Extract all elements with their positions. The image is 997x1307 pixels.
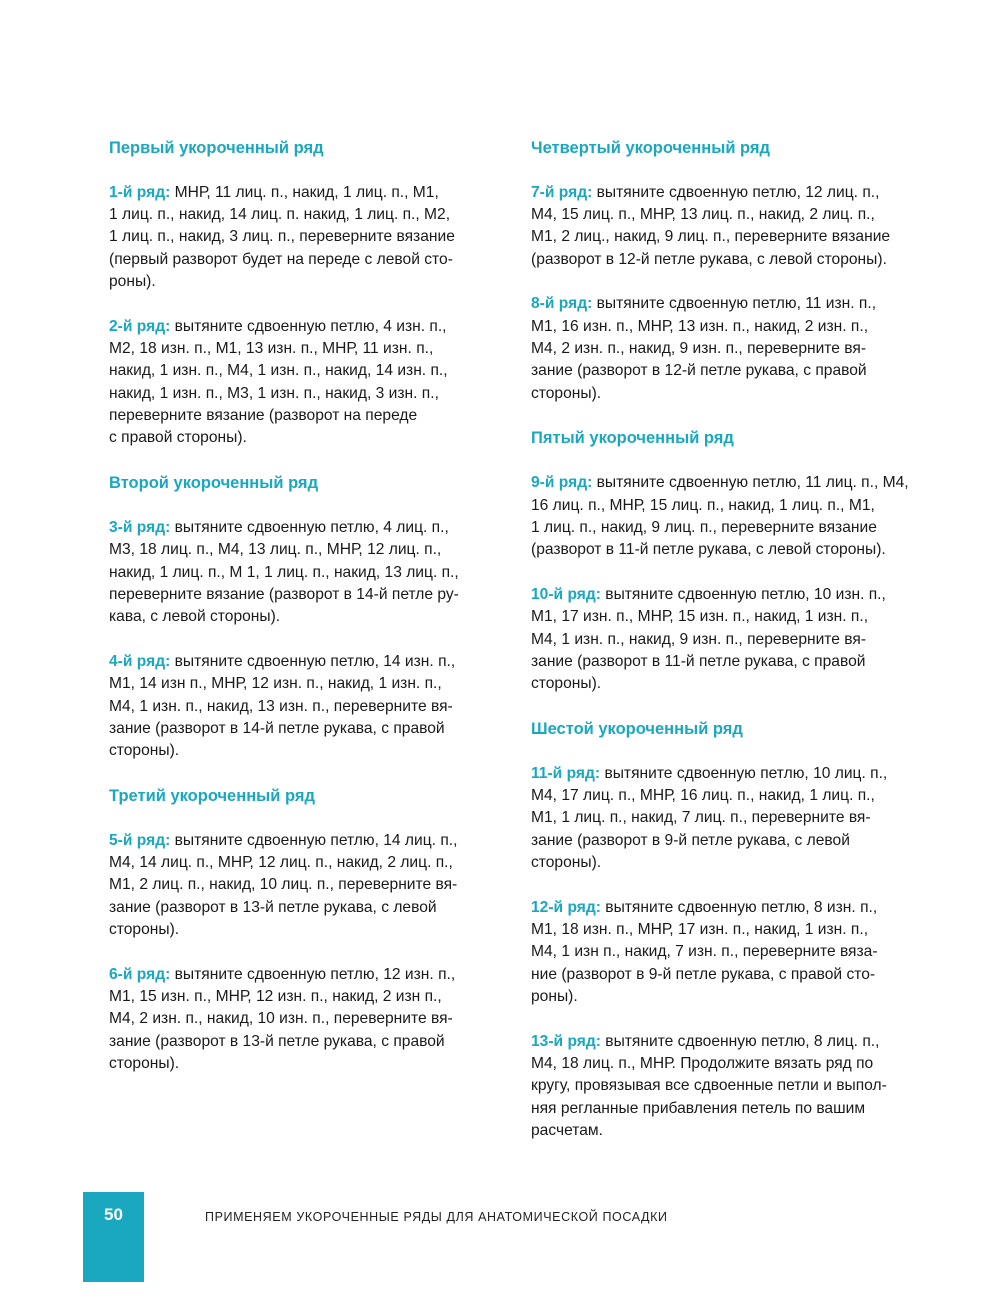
- row-instruction: [531, 584, 941, 696]
- line-text: стороны).: [109, 921, 180, 939]
- row-instruction: [531, 1031, 941, 1143]
- line-text: зание (разворот в 12-й петле рукава, с правой: [531, 362, 867, 380]
- text-line: [109, 427, 519, 449]
- text-line: [531, 1053, 941, 1075]
- text-line: [531, 606, 941, 628]
- text-line: [531, 1120, 941, 1142]
- text-line: [531, 204, 941, 226]
- text-line: [531, 472, 941, 494]
- line-text: М1, 15 изн. п., МНР, 12 изн. п., накид, 2 изн п.,: [109, 988, 442, 1006]
- line-text: 1 лиц. п., накид, 14 лиц. п. накид, 1 лиц. п., М2,: [109, 206, 451, 224]
- line-text: вытяните сдвоенную петлю, 8 лиц. п.,: [600, 1032, 880, 1050]
- line-text: стороны).: [109, 742, 180, 760]
- text-line: [531, 852, 941, 874]
- text-line: [109, 405, 519, 427]
- line-text: вытяните сдвоенную петлю, 8 изн. п.,: [600, 898, 878, 916]
- line-text: М1, 2 лиц. п., накид, 10 лиц. п., переверните вя-: [109, 876, 458, 894]
- section-heading: Первый укороченный ряд: [109, 139, 324, 157]
- line-text: ние (разворот в 9-й петле рукава, с правой сто-: [531, 965, 876, 983]
- section-heading: Второй укороченный ряд: [109, 474, 319, 493]
- row-instruction: [109, 830, 519, 942]
- line-text: стороны).: [109, 1055, 180, 1073]
- text-line: [109, 338, 519, 360]
- row-label: 7-й ряд:: [531, 183, 593, 201]
- row-label: 9-й ряд:: [531, 474, 593, 492]
- line-text: (первый разворот будет на переде с левой сто-: [109, 250, 453, 268]
- line-text: роны).: [109, 273, 156, 291]
- row-label: 6-й ряд:: [109, 965, 171, 983]
- text-line: [109, 852, 519, 874]
- text-line: [109, 204, 519, 226]
- row-label: 2-й ряд:: [109, 317, 171, 335]
- row-label: 1-й ряд:: [109, 183, 171, 201]
- text-line: [531, 249, 941, 271]
- line-text: вытяните сдвоенную петлю, 4 изн. п.,: [170, 317, 447, 335]
- text-line: [109, 964, 519, 986]
- line-text: зание (разворот в 13-й петле рукава, с правой: [109, 1032, 445, 1050]
- text-line: [109, 1053, 519, 1075]
- text-line: [109, 383, 519, 405]
- text-line: [531, 495, 941, 517]
- text-line: [109, 673, 519, 695]
- page-number: 50: [104, 1205, 123, 1224]
- text-line: [531, 941, 941, 963]
- line-text: (разворот в 11-й петле рукава, с левой стороны).: [531, 541, 886, 559]
- text-line: [531, 1098, 941, 1120]
- text-line: [109, 1031, 519, 1053]
- line-text: кругу, провязывая все сдвоенные петли и выпол-: [531, 1077, 887, 1095]
- line-text: 1 лиц. п., накид, 9 лиц. п., переверните вязание: [531, 518, 877, 536]
- line-text: роны).: [531, 988, 578, 1006]
- row-label: 5-й ряд:: [109, 831, 171, 849]
- text-line: [109, 517, 519, 539]
- text-line: [531, 807, 941, 829]
- line-text: вытяните сдвоенную петлю, 10 изн. п.,: [600, 585, 886, 603]
- line-text: М1, 17 изн. п., МНР, 15 изн. п., накид, 1 изн. п.,: [531, 608, 869, 626]
- line-text: няя регланные прибавления петель по вашим: [531, 1099, 866, 1117]
- text-line: [109, 696, 519, 718]
- line-text: вытяните сдвоенную петлю, 4 лиц. п.,: [170, 518, 449, 536]
- line-text: накид, 1 лиц. п., М 1, 1 лиц. п., накид, 13 лиц. п.,: [109, 563, 459, 581]
- text-line: [109, 584, 519, 606]
- text-line: [531, 316, 941, 338]
- line-text: стороны).: [531, 384, 602, 402]
- line-text: М4, 1 изн п., накид, 7 изн. п., переверните вяза-: [531, 943, 878, 961]
- row-instruction: [109, 182, 519, 294]
- line-text: вытяните сдвоенную петлю, 14 изн. п.,: [170, 652, 456, 670]
- text-line: [109, 182, 519, 204]
- text-line: [531, 1031, 941, 1053]
- row-instruction: [109, 517, 519, 629]
- section-heading: Четвертый укороченный ряд: [531, 139, 771, 157]
- line-text: М1, 16 изн. п., МНР, 13 изн. п., накид, 2 изн. п.,: [531, 317, 869, 335]
- line-text: М4, 2 изн. п., накид, 9 изн. п., переверните вя-: [531, 340, 867, 358]
- text-line: [531, 830, 941, 852]
- row-label: 8-й ряд:: [531, 295, 593, 313]
- text-line: [531, 584, 941, 606]
- row-label: 13-й ряд:: [531, 1032, 601, 1050]
- line-text: М4, 18 лиц. п., МНР. Продолжите вязать ряд по: [531, 1055, 874, 1073]
- section-heading: Третий укороченный ряд: [109, 786, 315, 805]
- text-line: [109, 986, 519, 1008]
- row-label: 11-й ряд:: [531, 764, 601, 782]
- text-line: [531, 763, 941, 785]
- text-line: [531, 293, 941, 315]
- row-label: 10-й ряд:: [531, 585, 601, 603]
- row-instruction: [109, 316, 519, 450]
- line-text: расчетам.: [531, 1122, 603, 1140]
- text-line: [531, 897, 941, 919]
- line-text: МНР, 11 лиц. п., накид, 1 лиц. п., М1,: [170, 183, 439, 201]
- line-text: 1 лиц. п., накид, 3 лиц. п., переверните вязание: [109, 228, 455, 246]
- line-text: М4, 1 изн. п., накид, 13 изн. п., переверните вя-: [109, 697, 453, 715]
- line-text: зание (разворот в 13-й петле рукава, с левой: [109, 898, 437, 916]
- line-text: М1, 2 лиц., накид, 9 лиц. п., переверните вязание: [531, 228, 891, 246]
- line-text: с правой стороны).: [109, 429, 247, 447]
- line-text: вытяните сдвоенную петлю, 12 лиц. п.,: [592, 183, 880, 201]
- line-text: вытяните сдвоенную петлю, 14 лиц. п.,: [170, 831, 458, 849]
- text-line: [531, 383, 941, 405]
- text-line: [109, 919, 519, 941]
- line-text: М1, 14 изн п., МНР, 12 изн. п., накид, 1 изн. п.,: [109, 675, 442, 693]
- line-text: М4, 14 лиц. п., МНР, 12 лиц. п., накид, 2 лиц. п.,: [109, 854, 453, 871]
- text-line: [109, 718, 519, 740]
- section-heading: Шестой укороченный ряд: [531, 719, 743, 738]
- text-line: [109, 539, 519, 561]
- text-line: [109, 360, 519, 382]
- text-line: [531, 673, 941, 695]
- line-text: М4, 2 изн. п., накид, 10 изн. п., переверните вя-: [109, 1010, 453, 1028]
- line-text: кава, с левой стороны).: [109, 608, 281, 626]
- text-line: [109, 271, 519, 293]
- left-column: [109, 137, 519, 1098]
- line-text: М2, 18 изн. п., М1, 13 изн. п., МНР, 11 изн. п.,: [109, 340, 434, 358]
- line-text: М4, 15 лиц. п., МНР, 13 лиц. п., накид, 2 лиц. п.,: [531, 206, 875, 224]
- text-line: [531, 517, 941, 539]
- page-number-box: [83, 1192, 144, 1282]
- text-line: [109, 249, 519, 271]
- line-text: вытяните сдвоенную петлю, 11 лиц. п., М4,: [592, 474, 909, 492]
- line-text: переверните вязание (разворот на переде: [109, 407, 418, 425]
- text-line: [531, 651, 941, 673]
- line-text: стороны).: [531, 675, 602, 693]
- section-heading: Пятый укороченный ряд: [531, 429, 734, 448]
- row-label: 12-й ряд:: [531, 898, 601, 916]
- text-line: [531, 539, 941, 561]
- text-line: [531, 338, 941, 360]
- text-line: [531, 226, 941, 248]
- line-text: вытяните сдвоенную петлю, 10 лиц. п.,: [600, 764, 888, 782]
- text-line: [109, 830, 519, 852]
- line-text: М3, 18 лиц. п., М4, 13 лиц. п., МНР, 12 лиц. п.,: [109, 541, 442, 559]
- line-text: зание (разворот в 11-й петле рукава, с правой: [531, 652, 866, 670]
- text-line: [109, 316, 519, 338]
- row-instruction: [531, 763, 941, 875]
- row-label: 4-й ряд:: [109, 652, 171, 670]
- text-line: [109, 897, 519, 919]
- line-text: стороны).: [531, 854, 602, 871]
- line-text: М1, 18 изн. п., МНР, 17 изн. п., накид, 1 изн. п.,: [531, 921, 869, 939]
- text-line: [109, 651, 519, 673]
- line-text: вытяните сдвоенную петлю, 11 изн. п.,: [592, 295, 877, 313]
- row-instruction: [531, 897, 941, 1009]
- text-line: [531, 919, 941, 941]
- text-line: [109, 740, 519, 762]
- text-line: [109, 562, 519, 584]
- text-line: [531, 785, 941, 807]
- text-line: [531, 1075, 941, 1097]
- row-instruction: [531, 293, 941, 405]
- text-line: [109, 226, 519, 248]
- row-instruction: [531, 182, 941, 271]
- text-line: [531, 360, 941, 382]
- line-text: М4, 1 изн. п., накид, 9 изн. п., переверните вя-: [531, 630, 867, 648]
- row-instruction: [109, 651, 519, 763]
- line-text: зание (разворот в 9-й петле рукава, с левой: [531, 831, 850, 849]
- text-line: [109, 1008, 519, 1030]
- text-line: [531, 986, 941, 1008]
- right-column: [531, 137, 941, 1165]
- line-text: зание (разворот в 14-й петле рукава, с правой: [109, 719, 445, 737]
- line-text: М4, 17 лиц. п., МНР, 16 лиц. п., накид, 1 лиц. п.,: [531, 786, 875, 804]
- running-title: ПРИМЕНЯЕМ УКОРОЧЕННЫЕ РЯДЫ ДЛЯ АНАТОМИЧЕСКОЙ ПОСАДКИ: [205, 1210, 668, 1224]
- row-label: 3-й ряд:: [109, 518, 171, 536]
- line-text: М1, 1 лиц. п., накид, 7 лиц. п., переверните вя-: [531, 809, 871, 827]
- line-text: переверните вязание (разворот в 14-й петле ру-: [109, 585, 459, 603]
- line-text: накид, 1 изн. п., М4, 1 изн. п., накид, 14 изн. п.,: [109, 362, 448, 380]
- text-line: [531, 964, 941, 986]
- line-text: 16 лиц. п., МНР, 15 лиц. п., накид, 1 лиц. п., М1,: [531, 496, 875, 514]
- line-text: вытяните сдвоенную петлю, 12 изн. п.,: [170, 965, 456, 983]
- text-line: [531, 182, 941, 204]
- text-line: [109, 606, 519, 628]
- text-line: [109, 874, 519, 896]
- text-line: [531, 629, 941, 651]
- row-instruction: [109, 964, 519, 1076]
- line-text: (разворот в 12-й петле рукава, с левой стороны).: [531, 250, 887, 268]
- line-text: накид, 1 изн. п., М3, 1 изн. п., накид, 3 изн. п.,: [109, 384, 439, 402]
- row-instruction: [531, 472, 941, 561]
